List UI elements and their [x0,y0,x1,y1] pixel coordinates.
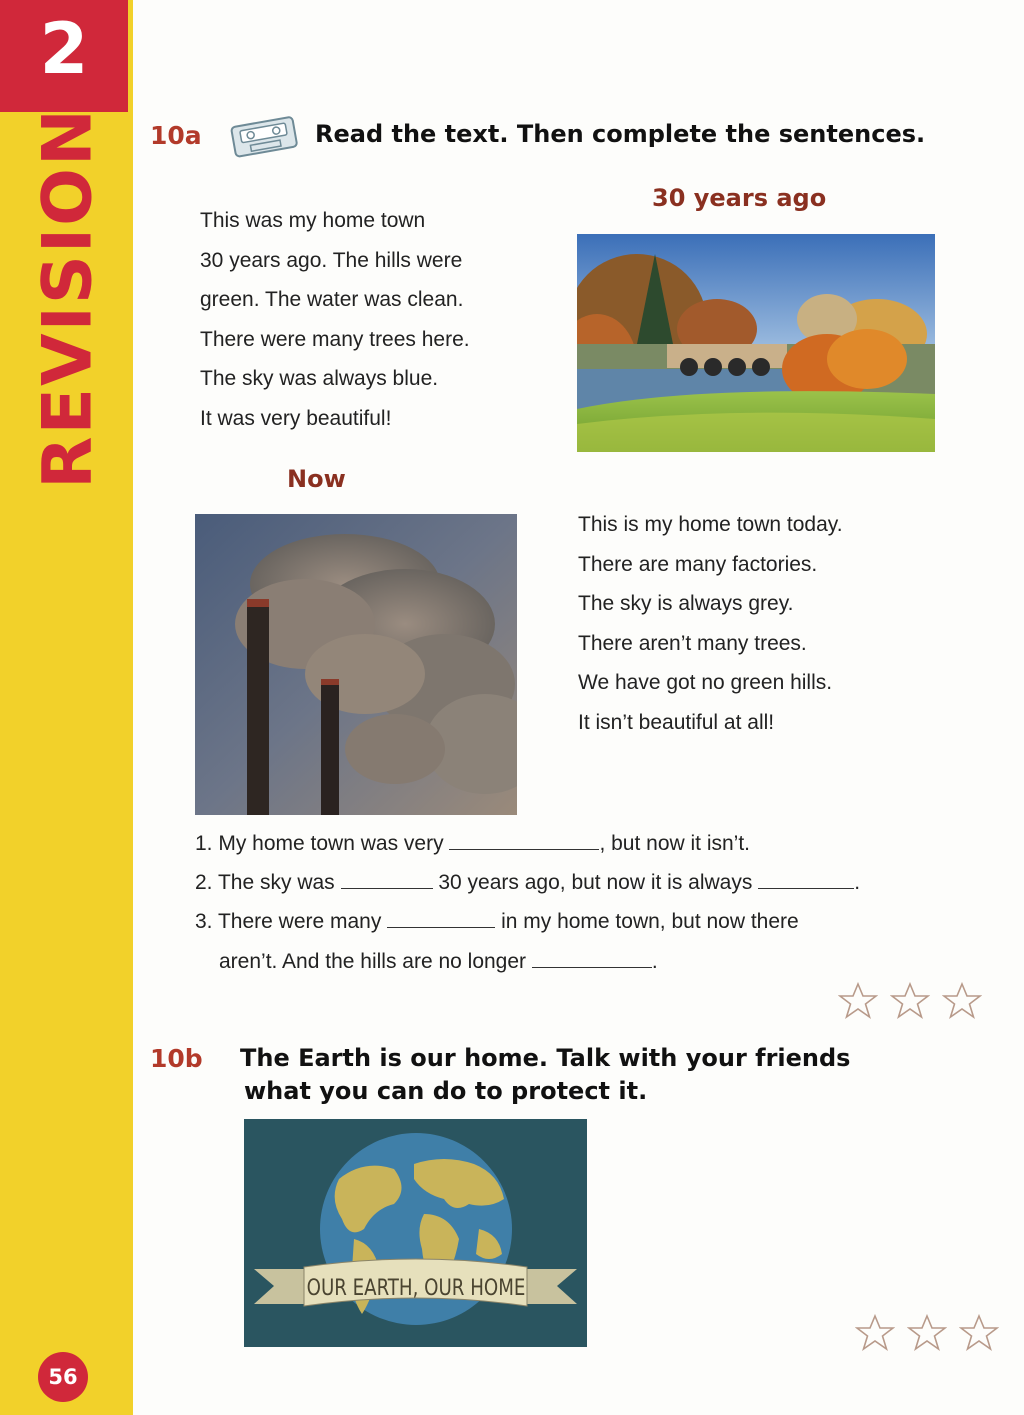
star-icon[interactable] [838,982,878,1020]
sentence-3 [195,909,799,934]
unit-badge [0,0,128,112]
star-icon[interactable] [959,1314,999,1352]
text-line: There are many factories. [578,552,818,576]
sentence-text: , but now it isn’t. [599,832,751,855]
text-line: 30 years ago. The hills were [200,248,463,272]
sentence-3-continued [219,949,658,974]
star-icon[interactable] [855,1314,895,1352]
sentence-text: . [651,950,658,973]
sentence-2 [195,870,860,895]
instruction-line: The Earth is our home. Talk with your friends [240,1044,851,1072]
answer-blank[interactable] [449,831,599,850]
past-heading: 30 years ago [652,184,827,212]
page-number: 56 [38,1352,88,1402]
text-line: green. The water was clean. [200,288,464,312]
now-text [578,505,843,743]
rating-stars-10b [855,1314,999,1352]
star-icon[interactable] [907,1314,947,1352]
answer-blank[interactable] [341,870,433,889]
cassette-icon[interactable] [227,112,299,160]
sidebar [0,0,133,1415]
rating-stars-10a [838,982,982,1020]
exercise-10a-instruction: Read the text. Then complete the sentences. [315,120,926,148]
sentence-text: 30 years ago, but now it is always [438,871,753,894]
sentence-text: in my home town, but now there [501,910,799,933]
answer-blank[interactable] [387,909,495,928]
sentence-text: 2. The sky was [195,871,335,894]
sentence-text: 1. My home town was very [195,832,444,855]
sentence-text: 3. There were many [195,910,382,933]
exercise-10b-instruction [240,1042,850,1108]
text-line: The sky was always blue. [200,367,439,391]
sentence-text: . [854,871,861,894]
text-line: There were many trees here. [200,327,470,351]
unit-number: 2 [39,8,89,90]
earth-poster [244,1119,587,1347]
text-line: There aren’t many trees. [578,631,807,655]
answer-blank[interactable] [758,870,854,889]
text-line: This was my home town [200,209,426,232]
factory-photo [195,514,517,815]
star-icon[interactable] [890,982,930,1020]
text-line: It isn’t beautiful at all! [578,710,775,734]
sentence-text: aren’t. And the hills are no longer [219,950,527,973]
landscape-photo [577,234,935,452]
answer-blank[interactable] [532,949,652,968]
past-text [200,201,470,439]
text-line: We have got no green hills. [578,671,833,695]
section-label: REVISION [28,107,108,489]
text-line: This is my home town today. [578,513,843,536]
sentence-1 [195,831,750,856]
now-heading: Now [287,465,346,493]
text-line: It was very beautiful! [200,406,392,430]
banner-text: OUR EARTH, OUR HOME [306,1274,526,1301]
exercise-10b-number: 10b [150,1044,203,1073]
text-line: The sky is always grey. [578,592,794,616]
exercise-10a-number: 10a [150,121,202,150]
instruction-line: what you can do to protect it. [244,1077,648,1105]
star-icon[interactable] [942,982,982,1020]
